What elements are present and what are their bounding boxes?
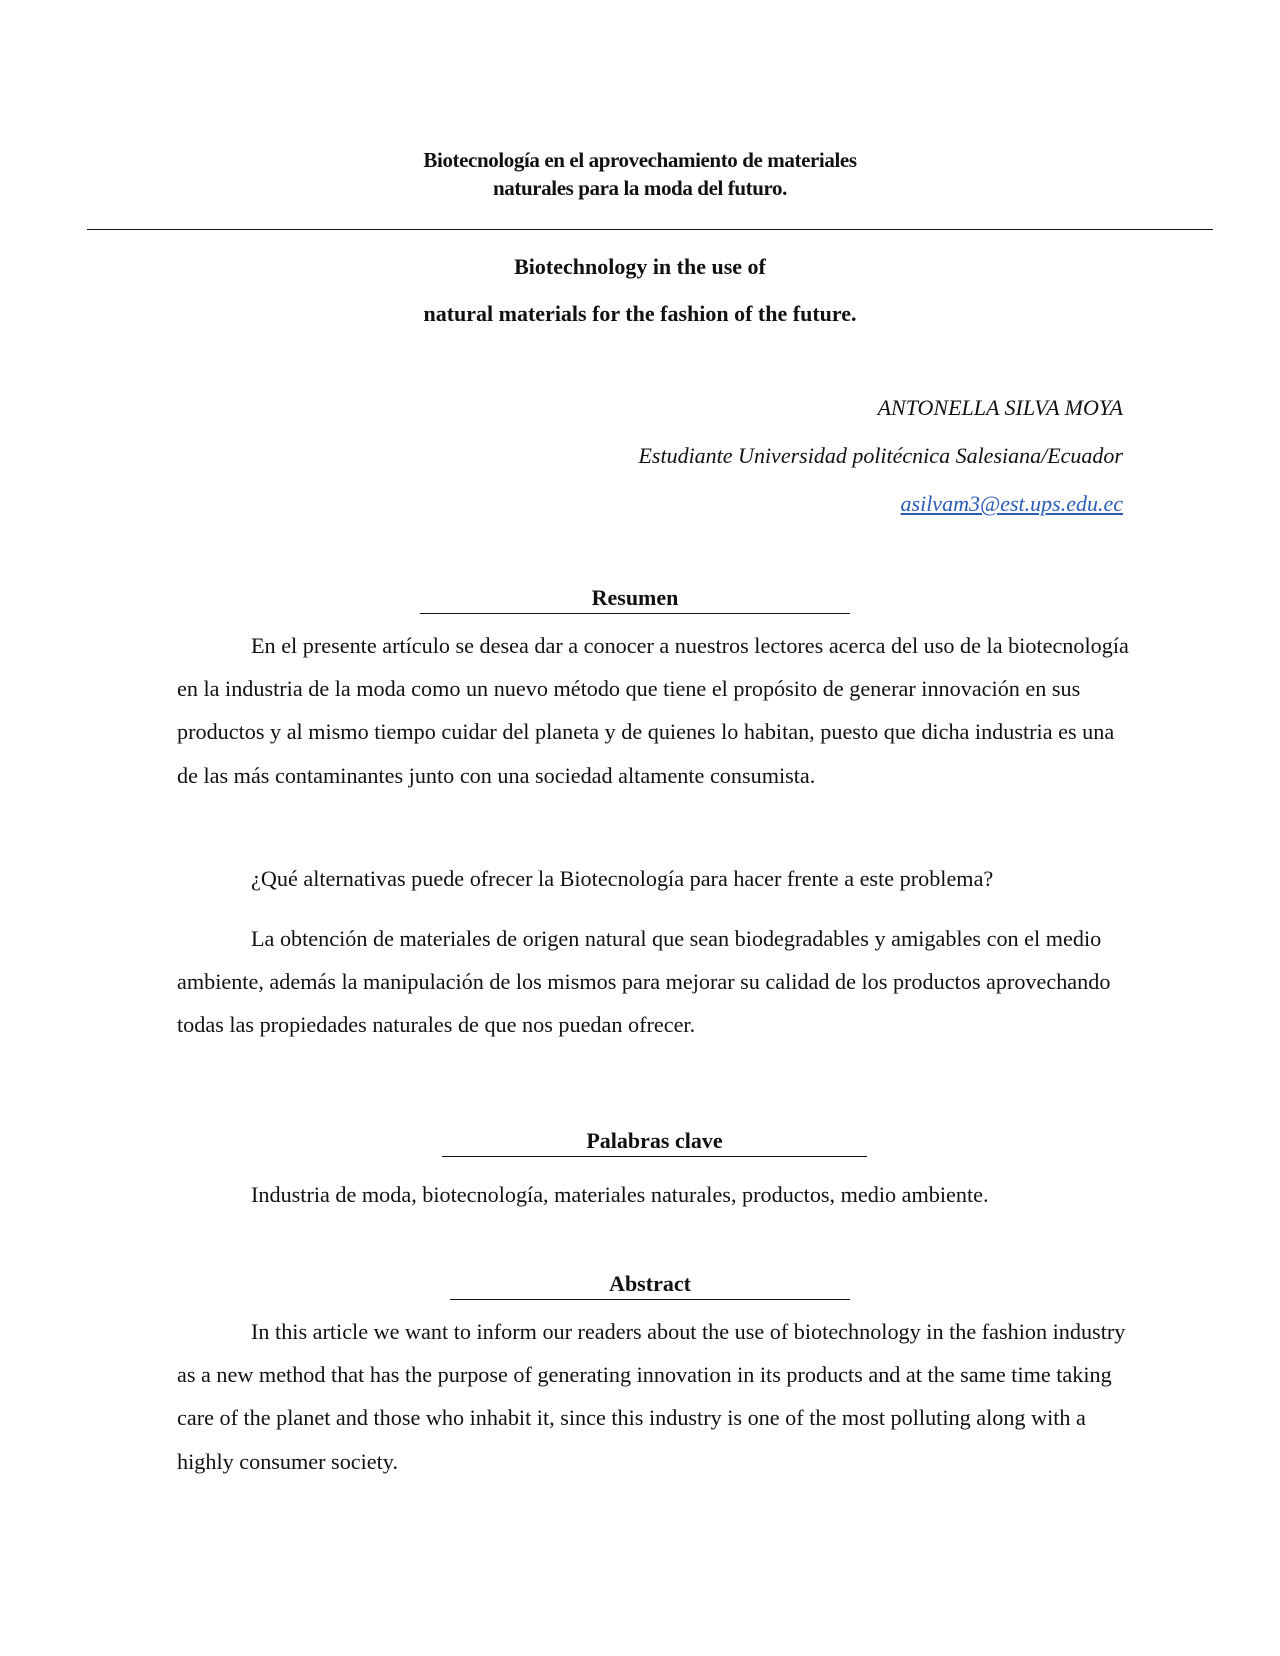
resumen-heading-block bbox=[420, 585, 850, 614]
palabras-clave-heading-block bbox=[442, 1128, 867, 1157]
resumen-paragraph-2: La obtención de materiales de origen natural que sean biodegradables y amigables con el medio ambiente, además la manipulación de los mismos para mejorar su calidad de los productos aprovechando todas las propiedades naturales de que nos puedan ofrecer. bbox=[177, 926, 1111, 1038]
palabras-clave-heading-rule bbox=[442, 1156, 867, 1157]
title-english-line-1: Biotechnology in the use of bbox=[514, 254, 766, 279]
abstract-heading-block bbox=[450, 1271, 850, 1300]
author-affiliation: Estudiante Universidad politécnica Salesiana/Ecuador bbox=[638, 443, 1123, 468]
resumen-heading-rule bbox=[420, 613, 850, 614]
title-spanish bbox=[0, 146, 1280, 202]
resumen-paragraph-1: En el presente artículo se desea dar a conocer a nuestros lectores acerca del uso de la biotecnología en la industria de la moda como un nuevo método que tiene el propósito de generar innovación en sus productos y al mismo tiempo cuidar del planeta y de quienes lo habitan, puesto que dicha industria es una de las más contaminantes junto con una sociedad altamente consumista. bbox=[177, 633, 1129, 788]
abstract-paragraph: In this article we want to inform our readers about the use of biotechnology in the fashion industry as a new method that has the purpose of generating innovation in its products and at the same time taking care of the planet and those who inhabit it, since this industry is one of the most polluting along with a highly consumer society. bbox=[177, 1319, 1126, 1474]
author-email-link[interactable]: asilvam3@est.ups.edu.ec bbox=[900, 491, 1123, 516]
title-spanish-line-2: naturales para la moda del futuro. bbox=[492, 176, 788, 200]
palabras-clave-text: Industria de moda, biotecnología, materiales naturales, productos, medio ambiente. bbox=[251, 1182, 989, 1207]
resumen-question: ¿Qué alternativas puede ofrecer la Biotecnología para hacer frente a este problema? bbox=[251, 866, 994, 891]
title-divider bbox=[87, 229, 1213, 230]
title-english-line-2: natural materials for the fashion of the future. bbox=[423, 301, 857, 326]
abstract-heading-rule bbox=[450, 1299, 850, 1300]
author-email-container bbox=[901, 490, 1123, 518]
author-name: ANTONELLA SILVA MOYA bbox=[877, 395, 1123, 420]
resumen-heading: Resumen bbox=[591, 585, 679, 610]
abstract-heading: Abstract bbox=[609, 1271, 691, 1296]
title-spanish-line-1: Biotecnología en el aprovechamiento de materiales bbox=[423, 148, 857, 172]
palabras-clave-heading: Palabras clave bbox=[586, 1128, 723, 1153]
